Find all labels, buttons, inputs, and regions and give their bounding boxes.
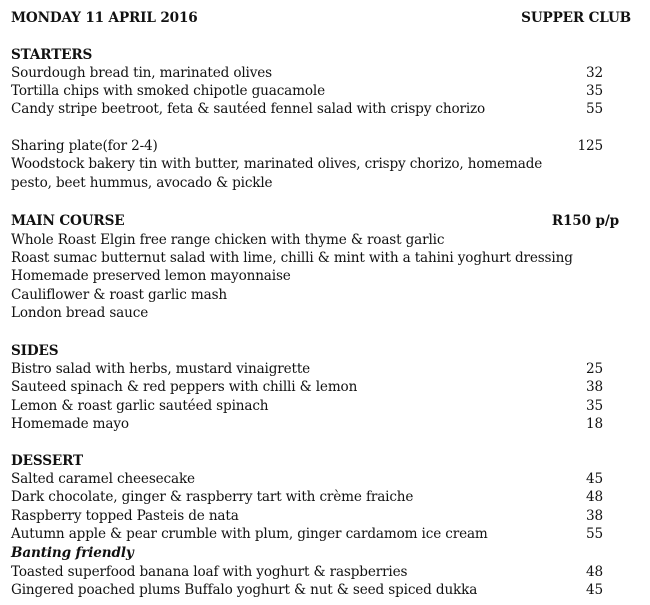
item-price: 45 bbox=[586, 582, 603, 598]
menu-item bbox=[11, 507, 641, 525]
menu-item bbox=[11, 360, 641, 378]
item-name: Homemade mayo bbox=[11, 416, 129, 432]
item-name: Lemon & roast garlic sautéed spinach bbox=[11, 398, 269, 414]
item-name: Salted caramel cheesecake bbox=[11, 471, 195, 487]
menu-item bbox=[11, 488, 641, 506]
banting-friendly-heading: Banting friendly bbox=[11, 545, 134, 561]
sharing-plate bbox=[11, 137, 641, 155]
item-name: Candy stripe beetroot, feta & sautéed fennel salad with crispy chorizo bbox=[11, 101, 486, 117]
item-price: 35 bbox=[586, 398, 603, 414]
item-price: 48 bbox=[586, 489, 603, 505]
item-price: 125 bbox=[577, 138, 603, 154]
menu-item bbox=[11, 470, 641, 488]
sharing-plate-description: pesto, beet hummus, avocado & pickle bbox=[11, 175, 273, 191]
menu-item bbox=[11, 525, 641, 543]
menu-item bbox=[11, 397, 641, 415]
item-name: Sharing plate(for 2-4) bbox=[11, 138, 158, 154]
item-name: Gingered poached plums Buffalo yoghurt & nut & seed spiced dukka bbox=[11, 582, 478, 598]
main-course-item: Cauliflower & roast garlic mash bbox=[11, 287, 227, 303]
sides-heading: SIDES bbox=[11, 343, 59, 359]
main-course-item: Homemade preserved lemon mayonnaise bbox=[11, 268, 291, 284]
item-price: 55 bbox=[586, 101, 603, 117]
item-name: Sourdough bread tin, marinated olives bbox=[11, 65, 273, 81]
menu-item bbox=[11, 100, 641, 118]
item-name: Tortilla chips with smoked chipotle guacamole bbox=[11, 83, 325, 99]
item-price: 48 bbox=[586, 564, 603, 580]
item-price: 55 bbox=[586, 526, 603, 542]
menu-item bbox=[11, 64, 641, 82]
item-name: Bistro salad with herbs, mustard vinaigrette bbox=[11, 361, 311, 377]
item-name: Dark chocolate, ginger & raspberry tart with crème fraiche bbox=[11, 489, 414, 505]
menu-date: MONDAY 11 APRIL 2016 bbox=[11, 10, 198, 26]
item-price: 32 bbox=[586, 65, 603, 81]
dessert-heading: DESSERT bbox=[11, 453, 83, 469]
item-name: Raspberry topped Pasteis de nata bbox=[11, 508, 239, 524]
item-price: 38 bbox=[586, 508, 603, 524]
menu-item bbox=[11, 415, 641, 433]
main-course-price: R150 p/p bbox=[551, 213, 619, 229]
item-name: Toasted superfood banana loaf with yoghurt & raspberries bbox=[11, 564, 408, 580]
menu-item bbox=[11, 82, 641, 100]
main-course-item: Whole Roast Elgin free range chicken with thyme & roast garlic bbox=[11, 232, 445, 248]
main-course-item: Roast sumac butternut salad with lime, chilli & mint with a tahini yoghurt dressing bbox=[11, 250, 573, 266]
item-name: Autumn apple & pear crumble with plum, ginger cardamom ice cream bbox=[11, 526, 488, 542]
sharing-plate-description: Woodstock bakery tin with butter, marinated olives, crispy chorizo, homemade bbox=[11, 156, 543, 172]
item-price: 25 bbox=[586, 361, 603, 377]
item-price: 38 bbox=[586, 379, 603, 395]
starters-heading: STARTERS bbox=[11, 47, 93, 63]
supper-club-title: SUPPER CLUB bbox=[521, 10, 631, 26]
main-course-item: London bread sauce bbox=[11, 305, 149, 321]
item-name: Sauteed spinach & red peppers with chilli & lemon bbox=[11, 379, 358, 395]
main-course-title: MAIN COURSE bbox=[11, 213, 125, 229]
menu-item bbox=[11, 563, 641, 581]
main-course-heading bbox=[11, 212, 641, 230]
item-price: 18 bbox=[586, 416, 603, 432]
item-price: 35 bbox=[586, 83, 603, 99]
menu-header bbox=[11, 9, 641, 27]
item-price: 45 bbox=[586, 471, 603, 487]
menu-item bbox=[11, 581, 641, 599]
menu-item bbox=[11, 378, 641, 396]
